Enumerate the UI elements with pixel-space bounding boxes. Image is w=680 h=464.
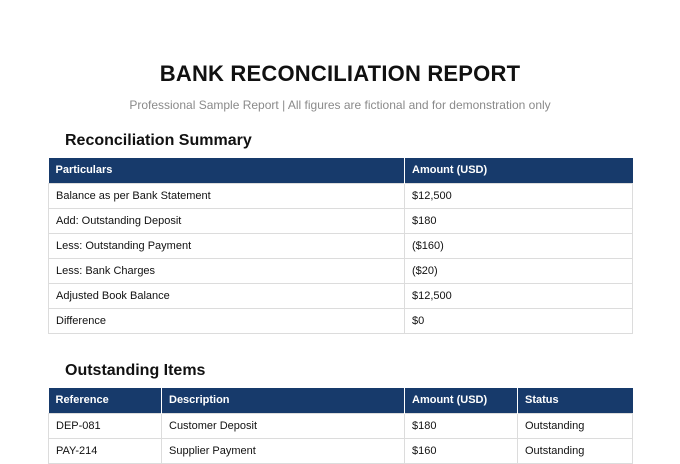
table-row	[49, 283, 633, 308]
amount-cell: $180	[405, 208, 633, 233]
particulars-cell: Less: Outstanding Payment	[49, 233, 405, 258]
amount-cell: $0	[405, 308, 633, 333]
report-subtitle: Professional Sample Report | All figures are fictional and for demonstration only	[129, 98, 551, 112]
reference-cell: DEP-081	[49, 413, 162, 438]
column-header-reference: Reference	[49, 388, 162, 413]
reference-cell: PAY-214	[49, 438, 162, 463]
reconciliation-summary-heading: Reconciliation Summary	[65, 132, 252, 149]
outstanding-items-table	[48, 388, 633, 464]
table-row	[49, 258, 633, 283]
particulars-cell: Adjusted Book Balance	[49, 283, 405, 308]
amount-cell: ($160)	[405, 233, 633, 258]
amount-cell: $160	[405, 438, 518, 463]
table-row	[49, 308, 633, 333]
description-cell: Customer Deposit	[162, 413, 405, 438]
report-title: BANK RECONCILIATION REPORT	[159, 61, 521, 86]
column-header-description: Description	[162, 388, 405, 413]
column-header-particulars: Particulars	[49, 158, 405, 183]
particulars-cell: Less: Bank Charges	[49, 258, 405, 283]
status-cell: Outstanding	[518, 438, 633, 463]
table-header-row	[49, 158, 633, 183]
table-row	[49, 413, 633, 438]
table-row	[49, 183, 633, 208]
particulars-cell: Balance as per Bank Statement	[49, 183, 405, 208]
reconciliation-summary-table	[48, 158, 633, 334]
particulars-cell: Difference	[49, 308, 405, 333]
table-row	[49, 438, 633, 463]
particulars-cell: Add: Outstanding Deposit	[49, 208, 405, 233]
outstanding-items-heading: Outstanding Items	[65, 362, 206, 379]
table-header-row	[49, 388, 633, 413]
amount-cell: $12,500	[405, 183, 633, 208]
description-cell: Supplier Payment	[162, 438, 405, 463]
table-row	[49, 233, 633, 258]
amount-cell: $12,500	[405, 283, 633, 308]
amount-cell: ($20)	[405, 258, 633, 283]
column-header-status: Status	[518, 388, 633, 413]
column-header-amount: Amount (USD)	[405, 388, 518, 413]
column-header-amount: Amount (USD)	[405, 158, 633, 183]
amount-cell: $180	[405, 413, 518, 438]
status-cell: Outstanding	[518, 413, 633, 438]
table-row	[49, 208, 633, 233]
